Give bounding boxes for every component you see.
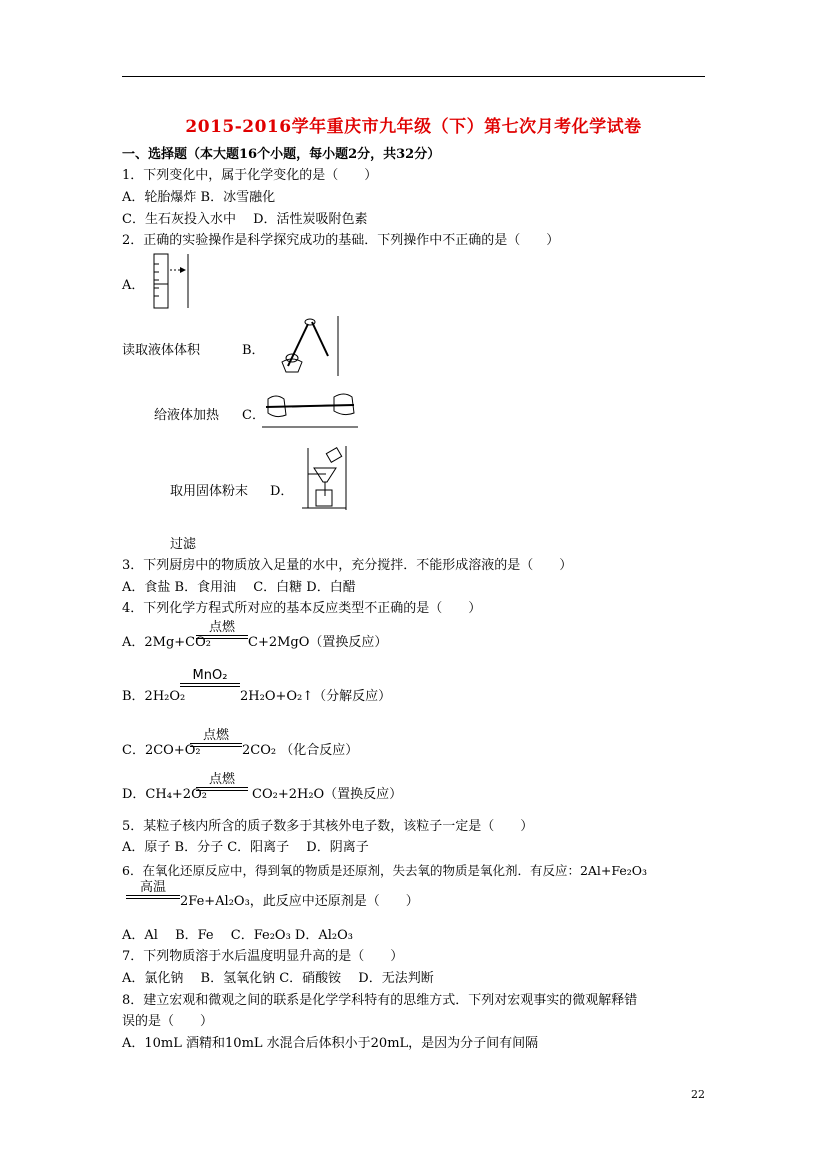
q1-options-cd: C．生石灰投入水中 D．活性炭吸附色素 [122, 212, 368, 227]
q2-option-b-caption: 给液体加热 [154, 408, 220, 423]
q8-option-a: A．10mL 酒精和10mL 水混合后体积小于20mL，是因为分子间有间隔 [122, 1036, 539, 1051]
graduated-cylinder-figure [148, 252, 190, 310]
filtration-figure [300, 446, 350, 512]
q4-c-left: C．2CO+O₂ [122, 743, 201, 758]
q2-option-d-caption: 过滤 [170, 537, 197, 552]
q4-stem: 4．下列化学方程式所对应的基本反应类型不正确的是（ ） [122, 601, 482, 616]
q4-d-condition [196, 772, 248, 791]
q2-option-d-label: D． [270, 484, 294, 499]
q1-options-ab: A．轮胎爆炸 B．冰雪融化 [122, 190, 276, 205]
q6-options: A．Al B．Fe C．Fe₂O₃ D．Al₂O₃ [122, 928, 353, 943]
header-rule [122, 76, 705, 77]
q3-stem: 3．下列厨房中的物质放入足量的水中，充分搅拌．不能形成溶液的是（ ） [122, 558, 573, 573]
q4-b-condition-text: MnO₂ [192, 668, 228, 683]
q1-stem: 1．下列变化中，属于化学变化的是（ ） [122, 168, 378, 183]
heating-liquid-figure [272, 316, 342, 378]
q8-stem-line2: 误的是（ ） [122, 1014, 214, 1029]
q4-c-condition [190, 728, 242, 747]
q2-option-a-caption: 读取液体体积 [122, 343, 201, 358]
page-number: 22 [691, 1088, 705, 1101]
solid-powder-figure [262, 385, 358, 429]
q4-b-right: 2H₂O+O₂↑（分解反应） [240, 689, 392, 704]
q6-stem: 6．在氧化还原反应中，得到氧的物质是还原剂，失去氧的物质是氧化剂．有反应：2Al+Fe₂O₃ [122, 863, 648, 878]
q4-a-condition-text: 点燃 [208, 620, 235, 635]
q4-c-right: 2CO₂ （化合反应） [242, 743, 359, 758]
q2-stem: 2．正确的实验操作是科学探究成功的基础．下列操作中不正确的是（ ） [122, 233, 560, 248]
q4-b-condition [180, 668, 240, 687]
q2-option-c-label: C． [242, 408, 265, 423]
q7-options: A．氯化钠 B．氢氧化钠 C．硝酸铵 D．无法判断 [122, 971, 434, 986]
q6-condition-text: 高温 [139, 880, 166, 895]
q4-d-condition-text: 点燃 [208, 772, 235, 787]
q6-continuation: 2Fe+Al₂O₃，此反应中还原剂是（ ） [180, 894, 419, 909]
q7-stem: 7．下列物质溶于水后温度明显升高的是（ ） [122, 949, 404, 964]
exam-title: 2015-2016学年重庆市九年级（下）第七次月考化学试卷 [185, 117, 642, 137]
q4-d-left: D．CH₄+2O₂ [122, 787, 207, 802]
q4-b-left: B．2H₂O₂ [122, 689, 186, 704]
q4-a-left: A．2Mg+CO₂ [122, 635, 212, 650]
q2-option-a-label: A． [122, 278, 145, 293]
q4-c-condition-text: 点燃 [202, 728, 229, 743]
q4-d-right: CO₂+2H₂O（置换反应） [252, 787, 403, 802]
q4-a-right: C+2MgO（置换反应） [248, 635, 388, 650]
q3-options: A．食盐 B．食用油 C．白糖 D．白醋 [122, 580, 356, 595]
q8-stem-line1: 8．建立宏观和微观之间的联系是化学学科特有的思维方式．下列对宏观事实的微观解释错 [122, 993, 638, 1008]
q5-options: A．原子 B．分子 C．阳离子 D．阴离子 [122, 840, 369, 855]
q2-option-b-label: B． [242, 343, 265, 358]
q6-condition [126, 880, 180, 899]
q2-option-c-caption: 取用固体粉末 [170, 484, 249, 499]
section-heading: 一、选择题（本大题16个小题，每小题2分，共32分） [122, 147, 441, 162]
q4-a-condition [196, 620, 248, 639]
q5-stem: 5．某粒子核内所含的质子数多于其核外电子数，该粒子一定是（ ） [122, 819, 534, 834]
